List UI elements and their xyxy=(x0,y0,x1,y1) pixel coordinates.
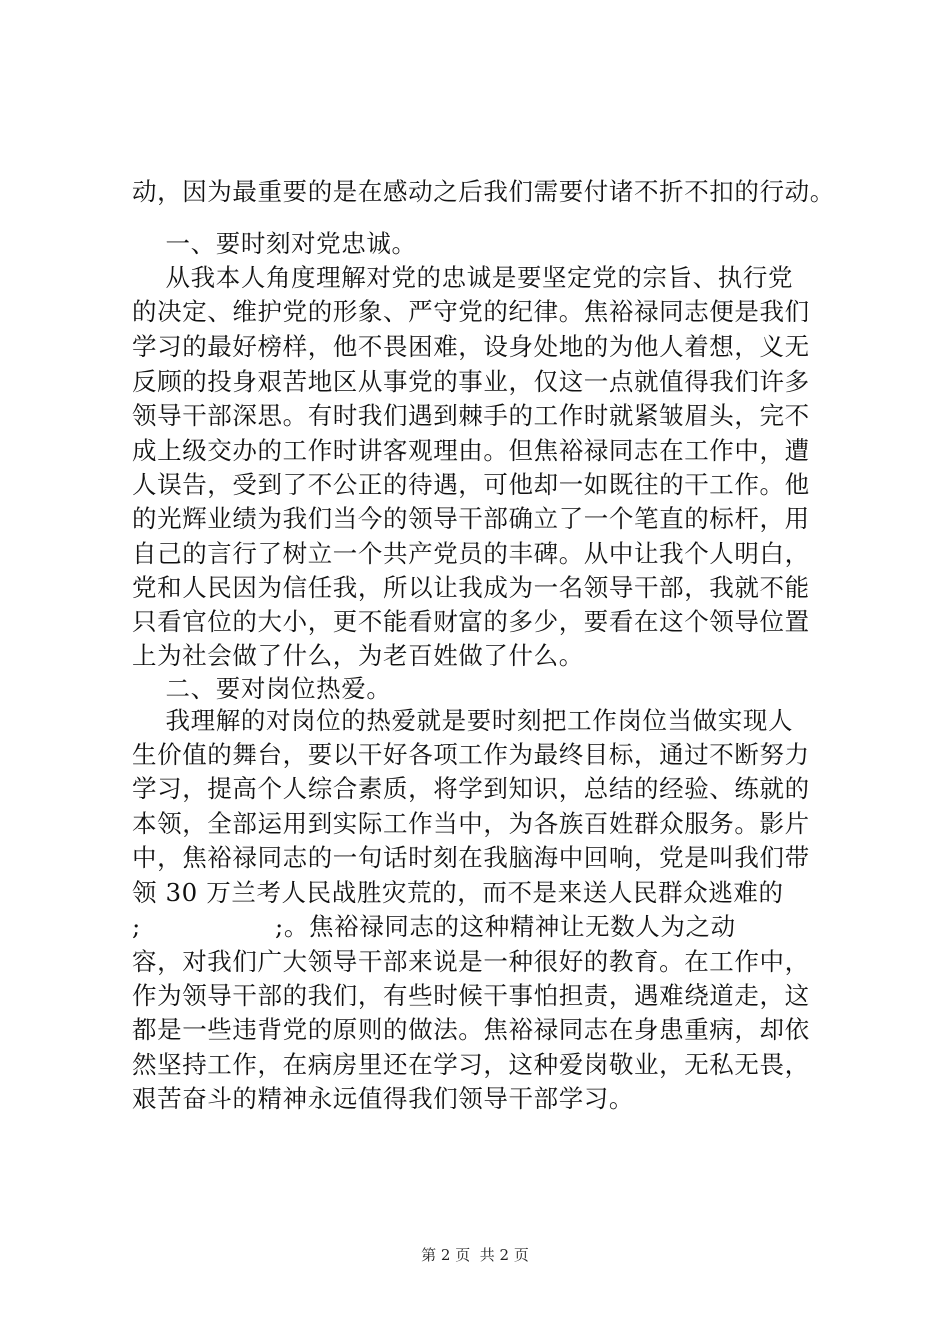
text-line: 领 30 万兰考人民战胜灾荒的，而不是来送人民群众逃难的 xyxy=(132,878,784,907)
text-line: 本领，全部运用到实际工作当中，为各族百姓群众服务。影片 xyxy=(132,809,810,838)
text-line: 成上级交办的工作时讲客观理由。但焦裕禄同志在工作中，遭 xyxy=(132,436,810,465)
text-line: 反顾的投身艰苦地区从事党的事业，仅这一点就值得我们许多 xyxy=(132,367,810,396)
text-line: 艰苦奋斗的精神永远值得我们领导干部学习。 xyxy=(132,1084,634,1113)
text-line: 上为社会做了什么，为老百姓做了什么。 xyxy=(132,641,584,670)
text-line: 动，因为最重要的是在感动之后我们需要付诸不折不扣的行动。 xyxy=(132,177,835,206)
text-line: 生价值的舞台，要以干好各项工作为最终目标，通过不断努力 xyxy=(132,740,810,769)
text-line: 我理解的对岗位的热爱就是要时刻把工作岗位当做实现人 xyxy=(132,706,794,735)
text-line: 容，对我们广大领导干部来说是一种很好的教育。在工作中， xyxy=(132,947,810,976)
text-line: 然坚持工作，在病房里还在学习，这种爱岗敬业，无私无畏， xyxy=(132,1050,810,1079)
text-line: ; ;。焦裕禄同志的这种精神让无数人为之动 xyxy=(132,912,736,941)
text-line: 作为领导干部的我们，有些时候干事怕担责，遇难绕道走，这 xyxy=(132,981,810,1010)
section-heading: 一、要时刻对党忠诚。 xyxy=(132,229,417,258)
text-line: 从我本人角度理解对党的忠诚是要坚定党的宗旨、执行党 xyxy=(132,263,794,292)
text-line: 领导干部深思。有时我们遇到棘手的工作时就紧皱眉头，完不 xyxy=(132,401,810,430)
section-heading: 二、要对岗位热爱。 xyxy=(132,674,392,703)
text-line: 的光辉业绩为我们当今的领导干部确立了一个笔直的标杆，用 xyxy=(132,504,810,533)
page-footer: 第 2 页 共 2 页 xyxy=(421,1246,529,1264)
text-line: 自己的言行了树立一个共产党员的丰碑。从中让我个人明白， xyxy=(132,539,810,568)
text-line: 的决定、维护党的形象、严守党的纪律。焦裕禄同志便是我们 xyxy=(132,297,810,326)
text-line: 人误告，受到了不公正的待遇，可他却一如既往的干工作。他 xyxy=(132,470,810,499)
text-line: 党和人民因为信任我，所以让我成为一名领导干部，我就不能 xyxy=(132,573,810,602)
text-line: 都是一些违背党的原则的做法。焦裕禄同志在身患重病，却依 xyxy=(132,1015,810,1044)
text-line: 学习，提高个人综合素质，将学到知识，总结的经验、练就的 xyxy=(132,774,810,803)
text-line: 只看官位的大小，更不能看财富的多少，要看在这个领导位置 xyxy=(132,607,810,636)
text-line: 学习的最好榜样，他不畏困难，设身处地的为他人着想，义无 xyxy=(132,332,810,361)
text-line: 中，焦裕禄同志的一句话时刻在我脑海中回响，党是叫我们带 xyxy=(132,843,810,872)
